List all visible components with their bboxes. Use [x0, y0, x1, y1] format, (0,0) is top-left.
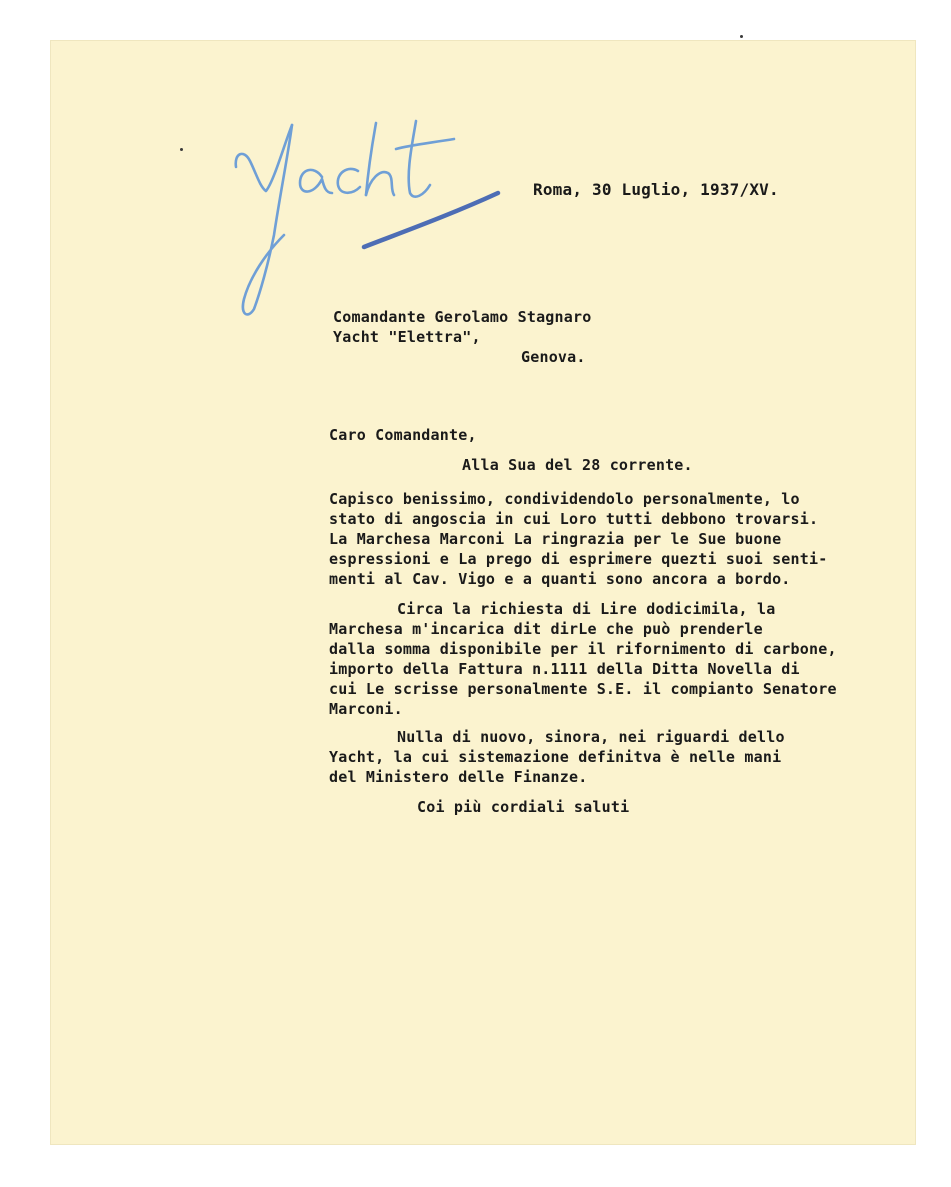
recipient-name: Comandante Gerolamo Stagnaro: [333, 308, 592, 326]
paragraph-3-line: Yacht, la cui sistemazione definitva è nelle mani: [329, 748, 782, 766]
paragraph-1-line: stato di angoscia in cui Loro tutti debbono trovarsi.: [329, 510, 819, 528]
paragraph-1-line: menti al Cav. Vigo e a quanti sono ancora a bordo.: [329, 570, 791, 588]
paragraph-3-line: del Ministero delle Finanze.: [329, 768, 588, 786]
paragraph-3-line: Nulla di nuovo, sinora, nei riguardi dello: [397, 728, 785, 746]
paragraph-2-line: importo della Fattura n.1111 della Ditta Novella di: [329, 660, 800, 678]
paragraph-2-line: Marchesa m'incarica dit dirLe che può prenderle: [329, 620, 763, 638]
paper-speck: [740, 35, 743, 38]
paragraph-1-line: La Marchesa Marconi La ringrazia per le Sue buone: [329, 530, 782, 548]
reference-line: Alla Sua del 28 corrente.: [462, 456, 693, 474]
paragraph-2-line: dalla somma disponibile per il rifornimento di carbone,: [329, 640, 837, 658]
dateline: Roma, 30 Luglio, 1937/XV.: [533, 180, 779, 199]
salutation: Caro Comandante,: [329, 426, 477, 444]
paper-speck: [180, 148, 183, 151]
letter-page: [50, 40, 916, 1145]
recipient-vessel: Yacht "Elettra",: [333, 328, 481, 346]
paragraph-2-line: Marconi.: [329, 700, 403, 718]
paragraph-1-line: espressioni e La prego di esprimere quezti suoi senti-: [329, 550, 828, 568]
handwritten-annotation: [230, 115, 510, 325]
paragraph-1-line: Capisco benissimo, condividendolo personalmente, lo: [329, 490, 800, 508]
paragraph-2-line: cui Le scrisse personalmente S.E. il compianto Senatore: [329, 680, 837, 698]
recipient-city: Genova.: [521, 348, 586, 366]
paragraph-2-line: Circa la richiesta di Lire dodicimila, la: [397, 600, 776, 618]
closing: Coi più cordiali saluti: [417, 798, 630, 816]
